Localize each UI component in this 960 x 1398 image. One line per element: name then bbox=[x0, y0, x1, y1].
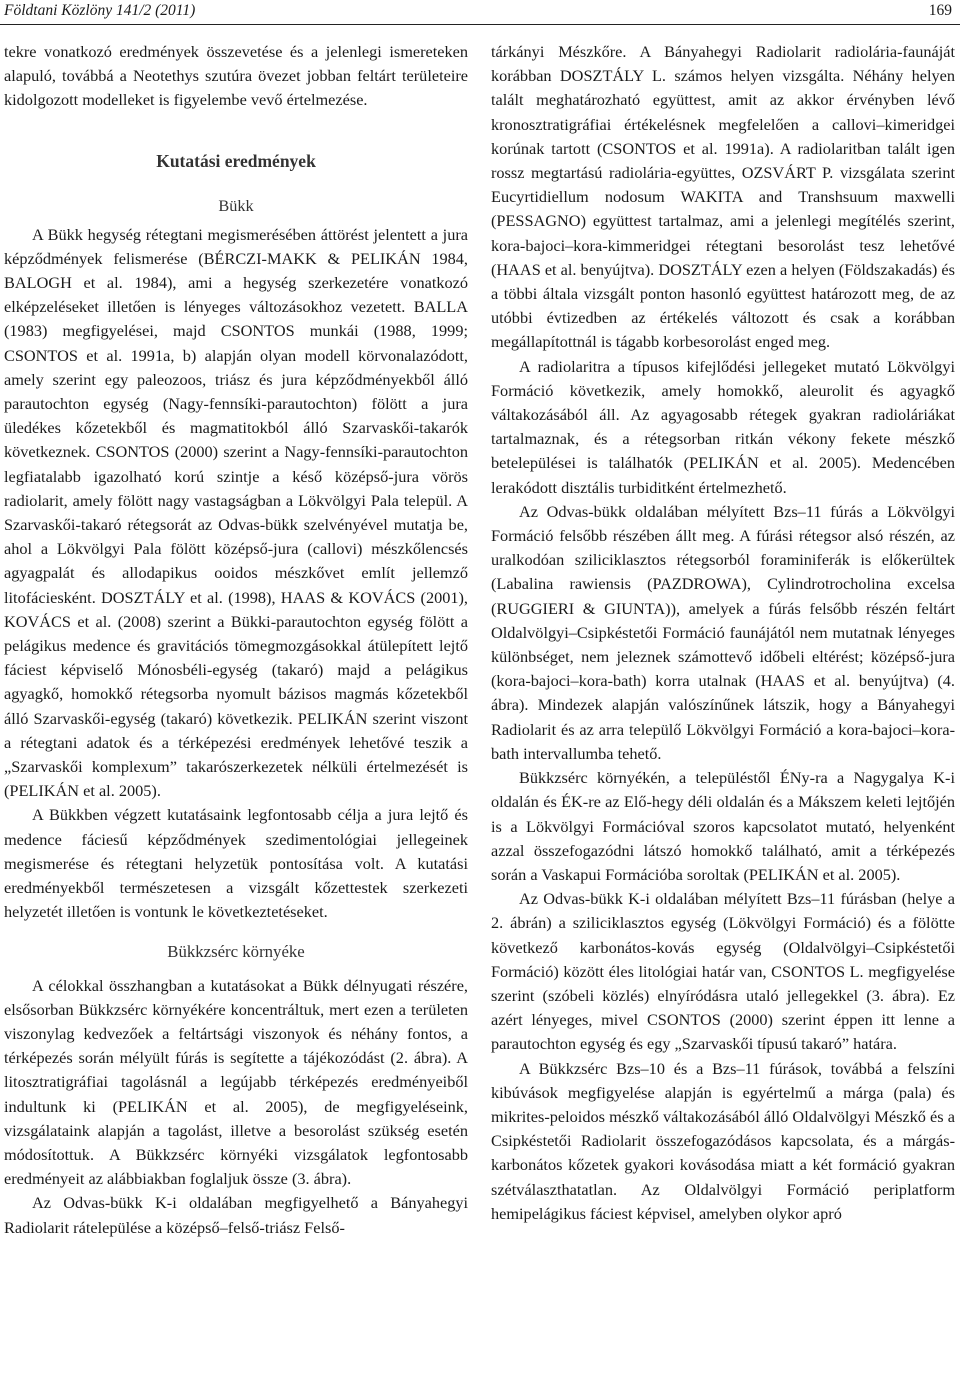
paragraph-bukk-stratigraphy: A Bükk hegység rétegtani megismerésében áttörést jelentett a jura képződmények felismerése (BÉRCZI-MAKK & PELIKÁN 1984, BALOGH et al. 1984), ami a hegység szerkezetére vonatkozó elképzeléseket illetően is lényeges változásokhoz vezetett. BALLA (1983) megfigyelései, majd CSONTOS munkái (1988, 1999; CSONTOS et al. 1991a, b) alapján olyan modell körvonalazódott, amely szerint egy paleozoos, triász és jura képződményekből álló parautochton egység (Nagy-fennsíki-parautochton) fölött a jura üledékes kőzetekből és magmatitokból álló Szarvaskői-takarók következnek. CSONTOS (2000) szerint a Nagy-fennsíki-parautochton legfiatalabb igazolható korú szintje a késő középső-jura vörös radiolarit, amely fölött nagy vastagságban a Lökvölgyi Pala települ. A Szarvaskői-takaró rétegsorát az Odvas-bükk szelvényével mutatja be, ahol a Lökvölgyi Pala fölött középső-jura (callovi) mészkőlencsés agyagpalát és allodapikus ooidos mészkővet említ jellemző litofáciesként. DOSZTÁLY et al. (1998), HAAS & KOVÁCS (2001), KOVÁCS et al. (2008) szerint a Bükki-parautochton egység fölött a pelágikus medence és gravitációs tömegmozgásokkal átülepített lejtő fáciest képviselő Mónosbéli-egység (takaró) majd a pelágikus agyagkő, homokkő rétegsorba nyomult bázisos magmás kőzetekből álló Szarvaskői-egység (takaró) következik. PELIKÁN szerint viszont a rétegtani adatok és a térképezési eredmények lehetővé teszik a „Szarvaskői komplexum” takarószerkezetek nélküli értelmezését is (PELIKÁN et al. 2005). bbox=[4, 224, 468, 801]
paragraph-sandstone: Bükkzsérc környékén, a településtől ÉNy-ra a Nagygalya K-i oldalán és ÉK-re az Elő-hegy déli oldalán és a Mákszem keleti lejtőjén is a Lökvölgyi Formációval szoros kapcsolatot mutató, helyenként azzal összefogazódni látszó homokkő található, amit a térképezés során a Vaskapui Formációba soroltak (PELIKÁN et al. 2005). bbox=[491, 768, 955, 884]
subheading-bukkzserc: Bükkzsérc környéke bbox=[167, 941, 305, 961]
paragraph-lithological-boundary: Az Odvas-bükk K-i oldalában mélyített Bzs–11 fúrásban (helye a 2. ábrán) a sziliciklasztos egység (Lökvölgyi Formáció) és a fölötte következő karbonátos-kovás egység (Oldalvölgyi–Csipkéstetői Formáció) között éles litológiai határ van, CSONTOS L. megfigyelése szerint (szóbeli közlés) elnyíródásra utaló jellegekkel (3. ábra). Ez azért lényeges, mivel CSONTOS (2000) szerint éppen itt lenne a parautochton egység és egy „Szarvaskői típusú takaró” határa. bbox=[491, 889, 955, 1054]
paragraph-intro-continued: tekre vonatkozó eredmények összevetése és a jelenlegi ismereteken alapuló, továbbá a Neotethys szutúra övezet jobban feltárt területeire kidolgozott modelleket is figyelembe vevő értelmezése. bbox=[4, 42, 468, 110]
subheading-bukk: Bükk bbox=[218, 195, 254, 215]
paragraph-research-aim: A Bükkben végzett kutatásaink legfontosabb célja a jura lejtő és medence fáciesű képződmények szedimentológiai jellegeinek megismerése és rétegtani helyzetük pontosítása volt. A kutatási eredményekből természetesen a vizsgált kőzettestek szerkezeti helyzetét illetően is vontunk le következtetéseket. bbox=[4, 805, 468, 922]
paragraph-bukkzserc-area: A célokkal összhangban a kutatásokat a Bükk délnyugati részére, elsősorban Bükkzsérc környékére koncentráltuk, mert ezen a területen viszonylag kedvezőek a feltártsági viszonyok és néhány fontos, a térképezés során mélyült fúrás is segítette a tájékozódást (2. ábra). A litosztratigráfiai tagolásnál a legújabb térképezés eredményeiből indultunk ki (PELIKÁN et al. 2005), de megfigyeléseink, vizsgálataink alapján a tagolást, illetve a besorolást szükség esetén módosítottuk. A Bükkzsérc környéki vizsgálatok legfontosabb eredményeit az alábbiakban foglaljuk össze (3. ábra). bbox=[4, 975, 468, 1189]
paragraph-oldalvolgyi: A Bükkzsérc Bzs–10 és a Bzs–11 fúrások, továbbá a felszíni kibúvások megfigyelése alapján is egyértelmű a márga (pala) és mikrites-peloidos mészkő váltakozásából álló Oldalvölgyi Mészkő és a Csipkéstetői Radiolarit összefogazódásos kapcsolata, és a márgás-karbonátos kőzetek gyakori kovásodása miatt a két formáció gyakran szétválaszthatatlan. Az Oldalvölgyi Formáció periplatform hemipelágikus fáciest képvisel, amelyben olykor apró bbox=[491, 1058, 955, 1223]
paragraph-lokvolgyi: A radiolaritra a típusos kifejlődési jellegeket mutató Lökvölgyi Formáció következik, amely homokkő, aleurolit és agyagkő váltakozásából áll. Az agyagosabb rétegek gyakran radioláriákat tartalmaznak, és a rétegsorban ritkán vékony fekete mészkő betelepülései is találhatók (PELIKÁN et al. 2005). Medencében lerakódott disztális turbiditként értelmezhető. bbox=[491, 356, 955, 497]
paragraph-radiolarit: tárkányi Mészkőre. A Bányahegyi Radiolarit radiolária-faunáját korábban DOSZTÁLY L. számos helyen vizsgálta. Néhány helyen talált meghatározható együttest, amit az akkor érvényben lévő kronosztratigráfiai értékelésnek megfelelően a callovi–kimeridgei korúnak tartott (CSONTOS et al. 1991a). A radiolaritban talált igen rossz megtartású radiolária-együttes, OZSVÁRT P. vizsgálata szerint Eucyrtidiellum nodosum WAKITA and Transhsuum maxwelli (PESSAGNO) együttest tartalmaz, ami a jelenlegi megítélés szerint, kora-bajoci–kora-kimmeridgei rétegtani besorolást tesz lehetővé (HAAS et al. benyújtva). DOSZTÁLY ezen a helyen (Földszakadás) és a többi általa vizsgált ponton hasonló együttest határozott meg, de az utóbbi évtizedben az értékelés változott és csak a korábban megállapítottnál is tágabb korbesorolást enged meg. bbox=[491, 42, 955, 352]
page-header bbox=[0, 0, 960, 24]
section-heading: Kutatási eredmények bbox=[156, 150, 316, 171]
left-column bbox=[4, 40, 468, 1240]
right-column bbox=[491, 40, 955, 1226]
paragraph-bzs11-drilling: Az Odvas-bükk oldalában mélyített Bzs–11 fúrás a Lökvölgyi Formáció felsőbb részében állt meg. A fúrási rétegsor alsó részén, az uralkodóan sziliciklasztos rétegsorból foraminiferák is előkerültek (Labalina rawiensis (PAZDROWA), Cylindrotrocholina excelsa (RUGGIERI & GIUNTA)), amelyek a fúrás felsőbb részén feltárt Oldalvölgyi–Csipkéstetői Formáció faunájától nem mutatnak lényeges különbséget, nem jeleznek számottevő időbeli eltérést; középső-jura (kora-bajoci–kora-bath) korra utalnak (HAAS et al. benyújtva) (4. ábra). Mindezek alapján valószínűnek látszik, hogy a Bányahegyi Radiolarit és az arra települő Lökvölgyi Formáció a kora-bajoci–kora-bath intervallumba tehető. bbox=[491, 501, 955, 763]
paragraph-odvas-bukk: Az Odvas-bükk K-i oldalában megfigyelhető a Bányahegyi Radiolarit rátelepülése a középső–felső-triász Felső- bbox=[4, 1193, 468, 1237]
page-number: 169 bbox=[928, 2, 952, 19]
header-rule bbox=[0, 24, 960, 25]
running-head: Földtani Közlöny 141/2 (2011) bbox=[4, 2, 196, 19]
